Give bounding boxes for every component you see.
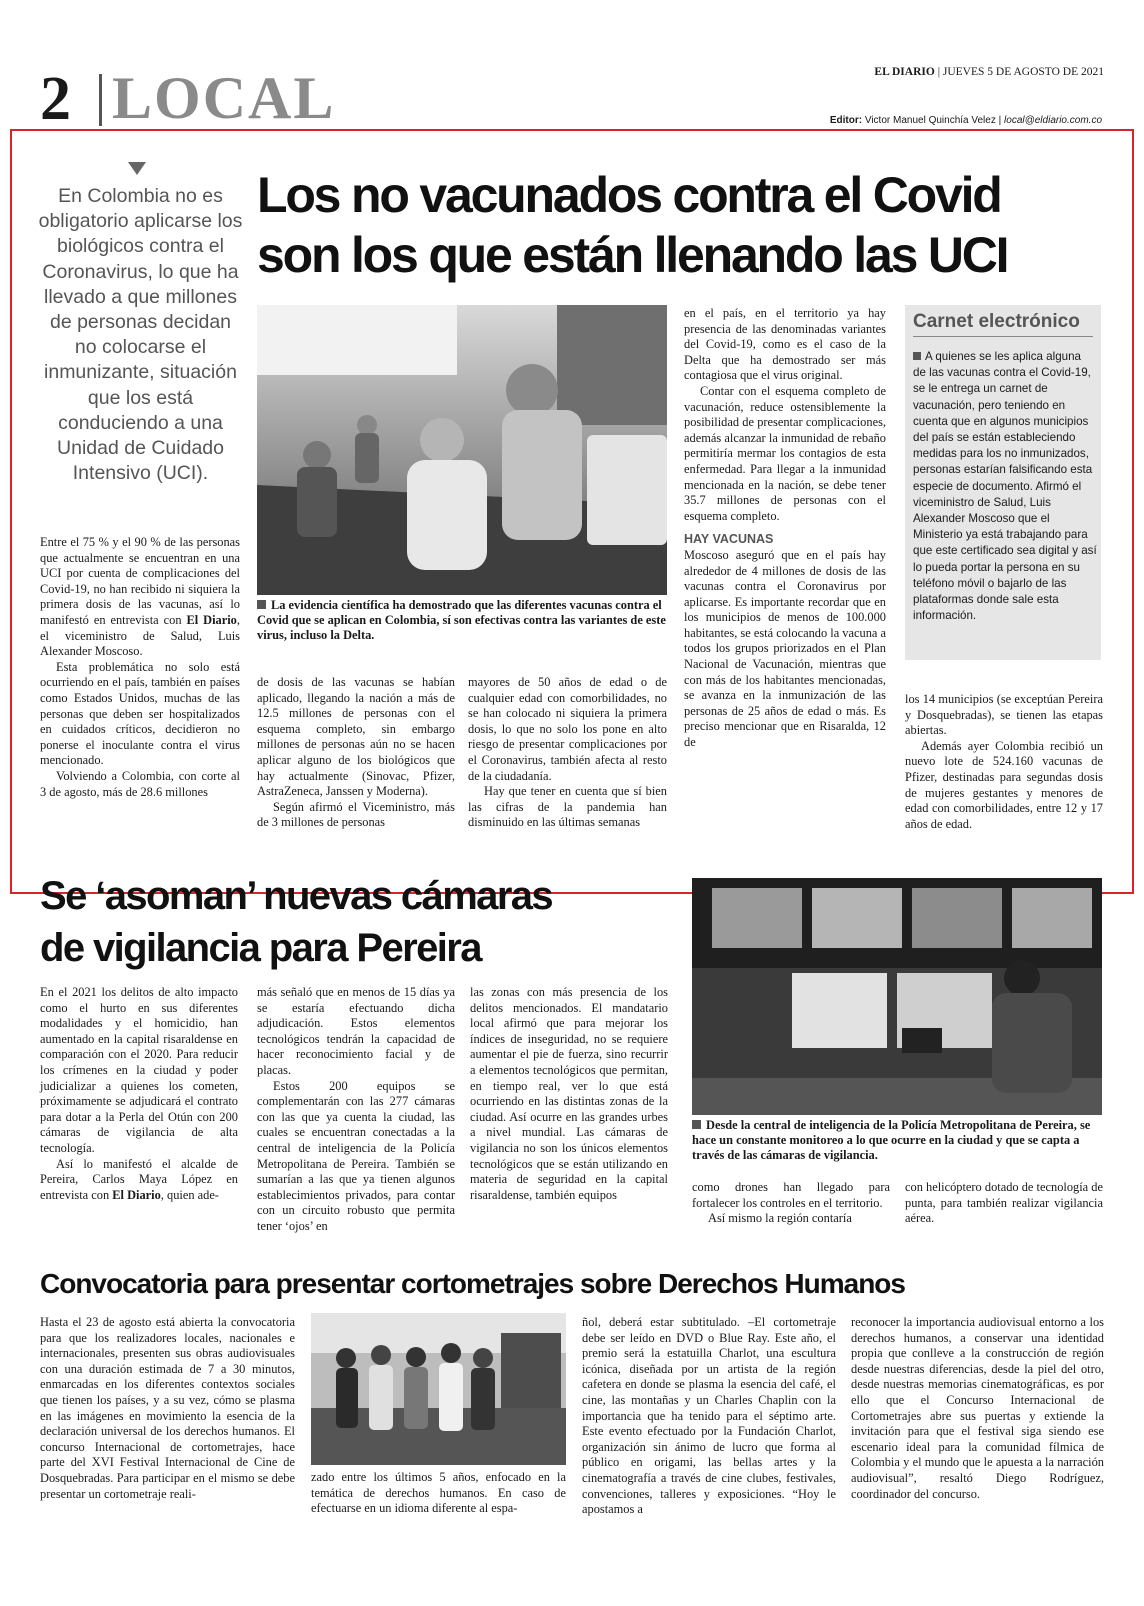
article3-col3-paragraph-1: ñol, deberá estar subtitulado. –El cortometraje debe ser leído en DVD o Blue Ray. Este año, el premio será la estatuilla Charlot, una escultura icónica, diseñada por un artista de la región cafetera en donde se plasma la esencia del café, el cine, las montañas y un Charles Chaplin con la importancia que ha tenido para el séptimo arte. Este evento efectuado por la Fundación Charlot, organización sin ánimo de lucro que forma al público en origami, las bellas artes y la cinematografía a través de cine clubes, festivales, convenciones, talleres y exposiciones. “Hoy le apostamos a <box>582 1315 836 1517</box>
article1-col2-paragraph-2: Según afirmó el Viceministro, más de 3 millones de personas <box>257 799 455 830</box>
article2-caption-text: Desde la central de inteligencia de la Policía Metropolitana de Pereira, se hace un constante monitoreo a lo que ocurre en la ciudad y que se capta a través de las cámaras de vigilancia. <box>692 1118 1091 1163</box>
pullquote-triangle-icon <box>128 162 146 175</box>
article1-col1-paragraph-2: Esta problemática no solo está ocurriendo en el país, también en países como Estados Unidos, muchas de las personas que deben ser hospitalizados en cuidados críticos, decidieron no ponerse el inoculante contra el virus mencionado. <box>40 659 240 768</box>
newspaper-name: EL DIARIO <box>874 66 935 78</box>
article2-column-2 <box>257 985 455 1235</box>
article1-headline <box>257 165 1117 285</box>
festival-group-photo <box>311 1313 566 1465</box>
article1-photo-caption <box>257 598 667 644</box>
article1-column-3 <box>468 675 667 831</box>
sidebar-bullet-icon <box>913 352 921 360</box>
article2-col2-paragraph-1: más señaló que en menos de 15 días ya se estaría efectuando dicha adjudicación. Estos elementos tecnológicos tendrán la capacidad de hacer reconocimiento facial y de placas. <box>257 985 455 1077</box>
article3-headline: Convocatoria para presentar cortometrajes sobre Derechos Humanos <box>40 1268 905 1299</box>
article3-col1-paragraph-1: Hasta el 23 de agosto está abierta la convocatoria para que los realizadores locales, nacionales e internacionales, presenten sus obras audiovisuales con una duración estimada de 7 a 30 minutos, enmarcadas en los diferentes contextos sociales que tienen los países, y a su vez, cómo se plasma en las imágenes en movimiento la esencia de la declaración universal de los derechos humanos. El concurso Internacional de cortometrajes, hace parte del XVI Festival Internacional de Cine de Dosquebradas. Para participar en el mismo se debe presentar un cortometraje reali- <box>40 1315 295 1501</box>
article1-column-2 <box>257 675 455 831</box>
article1-col1-text-b: , el viceministro de Salud, Luis Alexander Moscoso. <box>40 612 240 659</box>
caption-bullet-icon <box>257 600 266 609</box>
article2-column-4 <box>692 1180 890 1227</box>
editor-line <box>830 115 1102 126</box>
article2-headline-line2: de vigilancia para Pereira <box>40 926 481 970</box>
masthead-separator: | <box>937 66 940 78</box>
section-divider <box>99 74 102 126</box>
section-title: LOCAL <box>112 65 336 131</box>
sidebar-title: Carnet electrónico <box>913 311 1080 332</box>
article1-headline-line2: son los que están llenando las UCI <box>257 227 1008 283</box>
sidebar-text <box>913 349 1097 624</box>
pullquote: En Colombia no es obligatorio aplicarse los biológicos contra el Coronavirus, lo que ha llevado a que millones de personas decidan no colocarse el inmunizante, situación que los está conduciendo a una Unidad de Cuidado Intensivo (UCI). <box>38 185 243 485</box>
article2-column-5 <box>905 1180 1103 1227</box>
article1-col4-paragraph-3: Moscoso aseguró que en el país hay alrededor de 4 millones de dosis de las vacunas contra el Coronavirus por aplicarse. Es importante recordar que en los municipios de menos de 100.000 habitantes, se está colocando la vacuna a todos los grupos priorizados en el Plan Nacional de Vacunación, mientras que con más de los habitantes mencionadas, se avanza en la inmunización de las personas de 25 años de edad o más. Es preciso mencionar que en Risaralda, 12 de <box>684 547 886 750</box>
article1-col3-paragraph-2: Hay que tener en cuenta que sí bien las cifras de la pandemia han disminuido en las últimas semanas <box>468 784 667 830</box>
article1-caption-text: La evidencia científica ha demostrado que las diferentes vacunas contra el Covid que se aplican en Colombia, sí son efectivas contra las variantes de este virus, incluso la Delta. <box>257 598 666 643</box>
article3-column-4 <box>851 1315 1104 1502</box>
article2-col3-paragraph-1: las zonas con más presencia de los delitos mencionados. El mandatario local afirmó que para mejorar los índices de inseguridad, no se requiere aumentar el pie de fuerza, sino recurrir a elementos tecnológicos que permitan, en tiempo real, ver lo que está ocurriendo en las distintas zonas de la ciudad. Así ocurre en las grandes urbes a nivel mundial. Las cámaras de vigilancia no son los únicos elementos tecnológicos que se están utilizando en materia de seguridad en la capital risaraldense, también equipos <box>470 985 668 1202</box>
article3-col2-paragraph-1: zado entre los últimos 5 años, enfocado en la temática de derechos humanos. En caso de efectuarse en un idioma diferente al espa- <box>311 1470 566 1516</box>
editor-name: Victor Manuel Quinchía Velez <box>864 115 996 126</box>
page-number: 2 <box>40 65 71 133</box>
article1-headline-line1: Los no vacunados contra el Covid <box>257 167 1001 223</box>
editor-label: Editor: <box>829 115 863 126</box>
article1-column-5 <box>905 692 1103 832</box>
article1-col3-paragraph-1: mayores de 50 años de edad o de cualquier edad con comorbilidades, no se han colocado ni siquiera la primera dosis, lo que no solo los pone en alto riesgo de presentar complicaciones por el Coronavirus, también afecta al resto de la ciudadanía. <box>468 675 667 783</box>
sidebar-rule <box>913 336 1093 337</box>
article1-column-4 <box>684 306 886 751</box>
article1-col4-paragraph-1: en el país, en el territorio ya hay presencia de las denominadas variantes del Covid-19, como es el caso de la Delta que ha demostrado ser más contagiosa que el virus original. <box>684 306 886 383</box>
article2-column-1 <box>40 985 238 1203</box>
caption-bullet-icon-2 <box>692 1120 701 1129</box>
article1-col1-newspaper-ref: El Diario <box>186 612 237 627</box>
article2-col4-paragraph-1: como drones han llegado para fortalecer los controles en el territorio. <box>692 1180 890 1210</box>
article1-col1-text-a: Entre el 75 % y el 90 % de las personas que actualmente se encuentran en una UCI por cuenta de complicaciones del Covid-19, no han recibido ni siquiera la primera dosis de las vacunas, así lo manifestó en entrevista con <box>40 535 240 627</box>
article2-column-3 <box>470 985 668 1203</box>
article2-col4-paragraph-2: Así mismo la región contaría <box>708 1211 852 1226</box>
vaccination-photo <box>257 305 667 595</box>
surveillance-center-photo <box>692 878 1102 1115</box>
article1-col1-paragraph <box>40 535 240 660</box>
article2-col5-paragraph-1: con helicóptero dotado de tecnología de punta, para también realizar vigilancia aérea. <box>905 1180 1103 1226</box>
article3-col4-paragraph-1: reconocer la importancia audiovisual entorno a los derechos humanos, a conservar una identidad propia que conlleve a la construcción de región desde nuestras diferencias, desde la piel del otro, desde nuestras memorias cinematográficas, es por ello que el Concurso Internacional de Cortometrajes abre sus puertas y extiende la invitación para que el festival siga siendo ese escenario ideal para la comunidad fílmica de Colombia y el mundo que le apuesta a la narración audiovisual”, resaltó Diego Rodríguez, coordinador del concurso. <box>851 1315 1104 1501</box>
masthead <box>874 66 1104 78</box>
editor-email: local@eldiario.com.co <box>1004 115 1102 126</box>
article1-col2-paragraph-1: de dosis de las vacunas se habían aplicado, llegando la nación a más de 12.5 millones de personas con el esquema completo, sin embargo millones de personas aún no se hacen aplicar alguno de los biológicos que hay actualmente (Sinovac, Pfizer, AstraZeneca, Janssen y Moderna). <box>257 675 455 799</box>
article2-col1-text-a: Así lo manifestó el alcalde de Pereira, Carlos Maya López en entrevista con <box>40 1156 238 1202</box>
article2-col1-newspaper-ref: El Diario <box>112 1187 161 1202</box>
article1-subhead: HAY VACUNAS <box>684 532 774 547</box>
article2-col1-paragraph-1: En el 2021 los delitos de alto impacto como el hurto en sus diferentes modalidades y el homicidio, han aumentado en la capital risaraldense en comparación con el 2020. Para reducir los crímenes en la ciudad y poder judicializar a quienes los cometen, próximamente se adjudicará el contrato para dotar a la Perla del Otún con 200 cámaras de vigilancia de alta tecnología. <box>40 985 238 1155</box>
article2-col1-text-b: , quien ade- <box>160 1187 219 1202</box>
article1-col4-paragraph-2: Contar con el esquema completo de vacunación, reduce ostensiblemente la posibilidad de presentar complicaciones, además alcanzar la inmunidad de rebaño permitiría mermar los contagios de esta enfermedad. Para llegar a la inmunidad mencionada en la nación, se debe tener 35.7 millones de personas con el esquema completo. <box>684 383 886 523</box>
article2-headline-line1: Se ‘asoman’ nuevas cámaras <box>40 874 553 918</box>
article1-col5-paragraph-1: los 14 municipios (se exceptúan Pereira y Dosquebradas), se tienen las etapas abiertas. <box>905 692 1103 738</box>
article2-col2-paragraph-2: Estos 200 equipos se complementarán con las 277 cámaras con las que ya cuenta la ciudad, las cuales se encuentran conectadas a la central de inteligencia de la Policía Metropolitana de Pereira. También se sumarían a las que ya tienen algunos establecimientos privados, para contar con un circuito robusto que permita tener ‘ojos’ en <box>257 1078 455 1233</box>
issue-date: JUEVES 5 DE AGOSTO DE 2021 <box>942 66 1104 78</box>
article3-column-1 <box>40 1315 295 1502</box>
article1-col5-paragraph-2: Además ayer Colombia recibió un nuevo lote de 524.160 vacunas de Pfizer, destinadas para segundas dosis de mujeres gestantes y menores de edad con comorbilidades, entre 12 y 17 años de edad. <box>905 738 1103 831</box>
article2-col1-paragraph-2 <box>40 1157 238 1204</box>
article1-column-1 <box>40 535 240 800</box>
article1-col1-paragraph-3: Volviendo a Colombia, con corte al 3 de agosto, más de 28.6 millones <box>40 768 240 799</box>
sidebar-body: A quienes se les aplica alguna de las vacunas contra el Covid-19, se le entrega un carnet de vacunación, pero teniendo en cuenta que en algunos municipios del país se están estableciendo medidas para los no inmunizados, personas estarían falsificando esta especie de documento. Afirmó el viceministro de Salud, Luis Alexander Moscoso que el Ministerio ya está trabajando para que este certificado sea digital y así lo pueda portar la persona en su teléfono móvil o bajarlo de las plataformas donde sale esta información. <box>913 350 1097 623</box>
article3-column-2 <box>311 1470 566 1517</box>
article2-photo-caption <box>692 1118 1102 1164</box>
editor-separator: | <box>998 115 1002 126</box>
article2-headline <box>40 870 680 974</box>
article3-column-3 <box>582 1315 836 1518</box>
